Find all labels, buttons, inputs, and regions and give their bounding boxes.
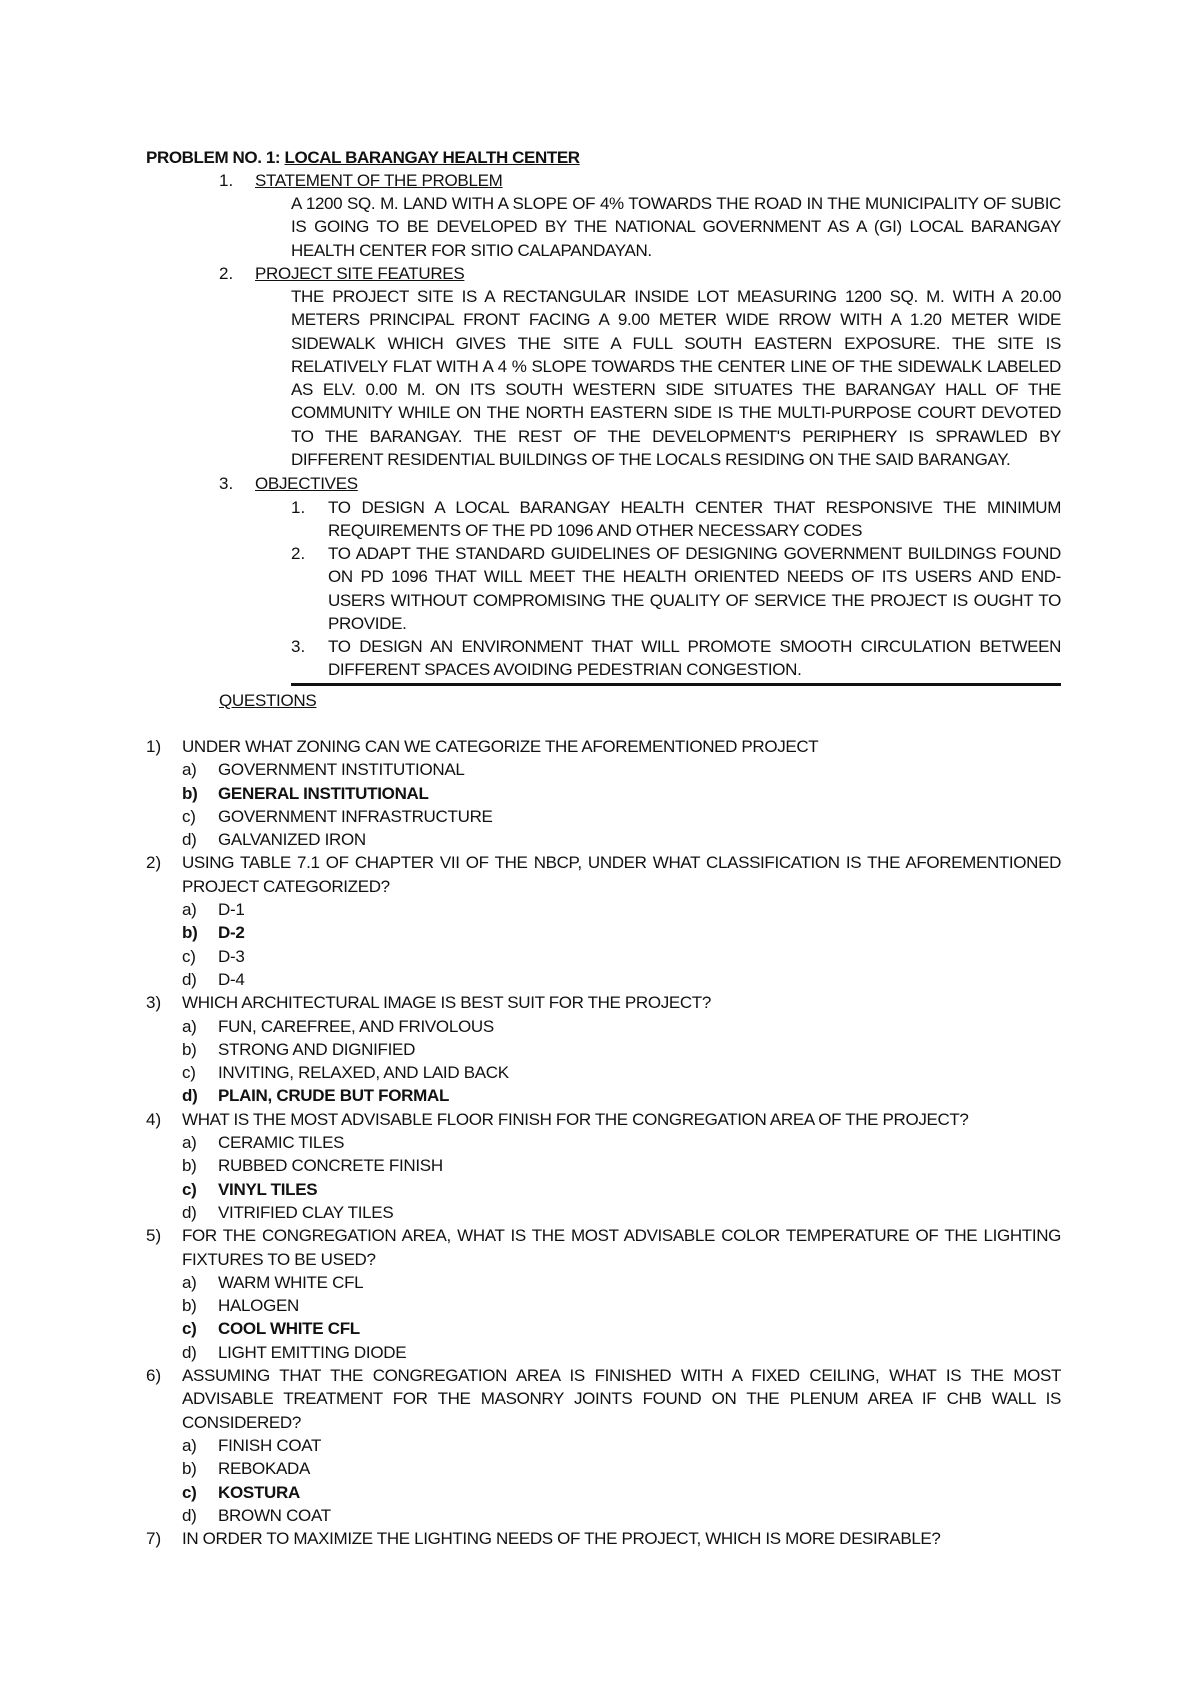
option-b xyxy=(182,1154,1061,1177)
section-2-text: THE PROJECT SITE IS A RECTANGULAR INSIDE LOT MEASURING 1200 SQ. M. WITH A 20.00 METERS PRINCIPAL FRONT FACING A 9.00 METER WIDE RROW WITH A 1.20 METER WIDE SIDEWALK WHICH GIVES THE SITE A FULL SOUTH EASTERN EXPOSURE. THE SITE IS RELATIVELY FLAT WITH A 4 % SLOPE TOWARDS THE CENTER LINE OF THE SIDEWALK LABELED AS ELV. 0.00 M. ON ITS SOUTH WESTERN SIDE SITUATES THE BARANGAY HALL OF THE COMMUNITY WHILE ON THE NORTH EASTERN SIDE IS THE MULTI-PURPOSE COURT DEVOTED TO THE BARANGAY. THE REST OF THE DEVELOPMENT'S PERIPHERY IS SPRAWLED BY DIFFERENT RESIDENTIAL BUILDINGS OF THE LOCALS RESIDING ON THE SAID BARANGAY. xyxy=(291,287,1061,470)
objective-1-number: 1. xyxy=(291,498,306,517)
option-text: VINYL TILES xyxy=(218,1179,318,1199)
option-c-answer xyxy=(182,1481,1061,1504)
title-prefix: PROBLEM NO. 1: xyxy=(146,148,285,167)
option-text: PLAIN, CRUDE BUT FORMAL xyxy=(218,1086,450,1106)
section-1-number: 1. xyxy=(219,171,234,190)
option-d xyxy=(182,828,1061,851)
option-text: GENERAL INSTITUTIONAL xyxy=(218,783,429,803)
option-letter: d) xyxy=(182,1202,197,1222)
option-b-answer xyxy=(182,921,1061,944)
questions-label: QUESTIONS xyxy=(219,691,317,710)
question-text: FOR THE CONGREGATION AREA, WHAT IS THE MOST ADVISABLE COLOR TEMPERATURE OF THE LIGHTING FIXTURES TO BE USED? xyxy=(182,1226,1061,1269)
option-letter: c) xyxy=(182,806,196,826)
option-a xyxy=(182,758,1061,781)
option-text: KOSTURA xyxy=(218,1482,300,1502)
objective-2-text: TO ADAPT THE STANDARD GUIDELINES OF DESIGNING GOVERNMENT BUILDINGS FOUND ON PD 1096 THAT WILL MEET THE HEALTH ORIENTED NEEDS OF ITS USERS AND END-USERS WITHOUT COMPROMISING THE QUALITY OF SERVICE THE PROJECT IS OUGHT TO PROVIDE. xyxy=(328,544,1061,633)
option-d xyxy=(182,968,1061,991)
option-letter: d) xyxy=(182,1086,198,1106)
question-text: WHAT IS THE MOST ADVISABLE FLOOR FINISH FOR THE CONGREGATION AREA OF THE PROJECT? xyxy=(182,1109,969,1129)
option-text: D-4 xyxy=(218,969,245,989)
question-3 xyxy=(146,991,1061,1107)
option-text: FINISH COAT xyxy=(218,1435,322,1455)
question-number: 2) xyxy=(146,853,162,873)
option-letter: b) xyxy=(182,1459,197,1479)
question-number: 5) xyxy=(146,1226,162,1246)
option-text: D-3 xyxy=(218,946,245,966)
option-letter: c) xyxy=(182,1319,197,1339)
option-d xyxy=(182,1341,1061,1364)
option-a xyxy=(182,1131,1061,1154)
option-letter: c) xyxy=(182,946,196,966)
option-letter: a) xyxy=(182,1016,197,1036)
question-6 xyxy=(146,1364,1061,1527)
option-text: BROWN COAT xyxy=(218,1505,331,1525)
option-letter: d) xyxy=(182,830,197,850)
option-letter: a) xyxy=(182,1272,197,1292)
option-text: COOL WHITE CFL xyxy=(218,1319,360,1339)
question-text: ASSUMING THAT THE CONGREGATION AREA IS FINISHED WITH A FIXED CEILING, WHAT IS THE MOST ADVISABLE TREATMENT FOR THE MASONRY JOINTS FOUND ON THE PLENUM AREA IF CHB WALL IS CONSIDERED? xyxy=(182,1366,1061,1432)
objective-3-number: 3. xyxy=(291,637,306,656)
option-text: INVITING, RELAXED, AND LAID BACK xyxy=(218,1063,509,1083)
horizontal-rule xyxy=(291,683,1061,686)
option-a xyxy=(182,1015,1061,1038)
option-letter: b) xyxy=(182,1039,197,1059)
question-4 xyxy=(146,1108,1061,1224)
option-letter: d) xyxy=(182,1505,197,1525)
option-b xyxy=(182,1038,1061,1061)
option-text: FUN, CAREFREE, AND FRIVOLOUS xyxy=(218,1016,494,1036)
option-d xyxy=(182,1201,1061,1224)
option-b xyxy=(182,1294,1061,1317)
option-letter: c) xyxy=(182,1179,197,1199)
option-text: RUBBED CONCRETE FINISH xyxy=(218,1156,443,1176)
option-b-answer xyxy=(182,782,1061,805)
section-3-number: 3. xyxy=(219,474,234,493)
question-number: 4) xyxy=(146,1109,162,1129)
option-letter: a) xyxy=(182,900,197,920)
question-number: 3) xyxy=(146,993,162,1013)
option-c xyxy=(182,805,1061,828)
question-number: 7) xyxy=(146,1529,162,1549)
option-c-answer xyxy=(182,1178,1061,1201)
option-text: GOVERNMENT INSTITUTIONAL xyxy=(218,760,465,780)
objective-3-text: TO DESIGN AN ENVIRONMENT THAT WILL PROMOTE SMOOTH CIRCULATION BETWEEN DIFFERENT SPACES AVOIDING PEDESTRIAN CONGESTION. xyxy=(328,637,1061,680)
page-title xyxy=(146,146,580,169)
option-text: D-1 xyxy=(218,900,245,920)
section-2-number: 2. xyxy=(219,264,234,283)
option-letter: c) xyxy=(182,1482,197,1502)
option-d-answer xyxy=(182,1084,1061,1107)
question-5 xyxy=(146,1224,1061,1364)
question-text: USING TABLE 7.1 OF CHAPTER VII OF THE NBCP, UNDER WHAT CLASSIFICATION IS THE AFOREMENTIONED PROJECT CATEGORIZED? xyxy=(182,853,1061,896)
option-text: STRONG AND DIGNIFIED xyxy=(218,1039,416,1059)
question-number: 6) xyxy=(146,1366,162,1386)
option-letter: a) xyxy=(182,1435,197,1455)
question-text: IN ORDER TO MAXIMIZE THE LIGHTING NEEDS OF THE PROJECT, WHICH IS MORE DESIRABLE? xyxy=(182,1529,941,1549)
option-b xyxy=(182,1457,1061,1480)
question-text: WHICH ARCHITECTURAL IMAGE IS BEST SUIT FOR THE PROJECT? xyxy=(182,993,711,1013)
question-number: 1) xyxy=(146,737,162,756)
objective-1-text: TO DESIGN A LOCAL BARANGAY HEALTH CENTER THAT RESPONSIVE THE MINIMUM REQUIREMENTS OF THE PD 1096 AND OTHER NECESSARY CODES xyxy=(328,498,1061,541)
question-list xyxy=(146,735,1061,1550)
option-text: HALOGEN xyxy=(218,1296,300,1316)
option-a xyxy=(182,898,1061,921)
option-a xyxy=(182,1271,1061,1294)
question-7 xyxy=(146,1527,1061,1550)
option-letter: b) xyxy=(182,1156,197,1176)
section-1-text: A 1200 SQ. M. LAND WITH A SLOPE OF 4% TOWARDS THE ROAD IN THE MUNICIPALITY OF SUBIC IS GOING TO BE DEVELOPED BY THE NATIONAL GOVERNMENT AS A (GI) LOCAL BARANGAY HEALTH CENTER FOR SITIO CALAPANDAYAN. xyxy=(291,194,1061,260)
question-text: UNDER WHAT ZONING CAN WE CATEGORIZE THE AFOREMENTIONED PROJECT xyxy=(182,737,819,756)
option-letter: d) xyxy=(182,969,197,989)
option-text: CERAMIC TILES xyxy=(218,1133,345,1153)
section-3-heading: OBJECTIVES xyxy=(255,474,358,493)
question-1 xyxy=(146,735,1061,851)
option-text: WARM WHITE CFL xyxy=(218,1272,364,1292)
option-a xyxy=(182,1434,1061,1457)
option-letter: b) xyxy=(182,1296,197,1316)
option-letter: c) xyxy=(182,1063,196,1083)
option-c xyxy=(182,1061,1061,1084)
option-letter: d) xyxy=(182,1342,197,1362)
option-text: REBOKADA xyxy=(218,1459,311,1479)
option-text: GOVERNMENT INFRASTRUCTURE xyxy=(218,806,493,826)
title-name: LOCAL BARANGAY HEALTH CENTER xyxy=(284,148,580,167)
section-1-heading: STATEMENT OF THE PROBLEM xyxy=(255,171,503,190)
option-text: LIGHT EMITTING DIODE xyxy=(218,1342,407,1362)
option-letter: b) xyxy=(182,783,198,803)
option-text: VITRIFIED CLAY TILES xyxy=(218,1202,394,1222)
option-c xyxy=(182,945,1061,968)
objective-2-number: 2. xyxy=(291,544,306,563)
question-2 xyxy=(146,851,1061,991)
option-letter: b) xyxy=(182,923,198,943)
option-letter: a) xyxy=(182,760,197,780)
option-c-answer xyxy=(182,1317,1061,1340)
option-text: GALVANIZED IRON xyxy=(218,830,366,850)
section-2-heading: PROJECT SITE FEATURES xyxy=(255,264,465,283)
option-letter: a) xyxy=(182,1133,197,1153)
option-d xyxy=(182,1504,1061,1527)
option-text: D-2 xyxy=(218,923,245,943)
